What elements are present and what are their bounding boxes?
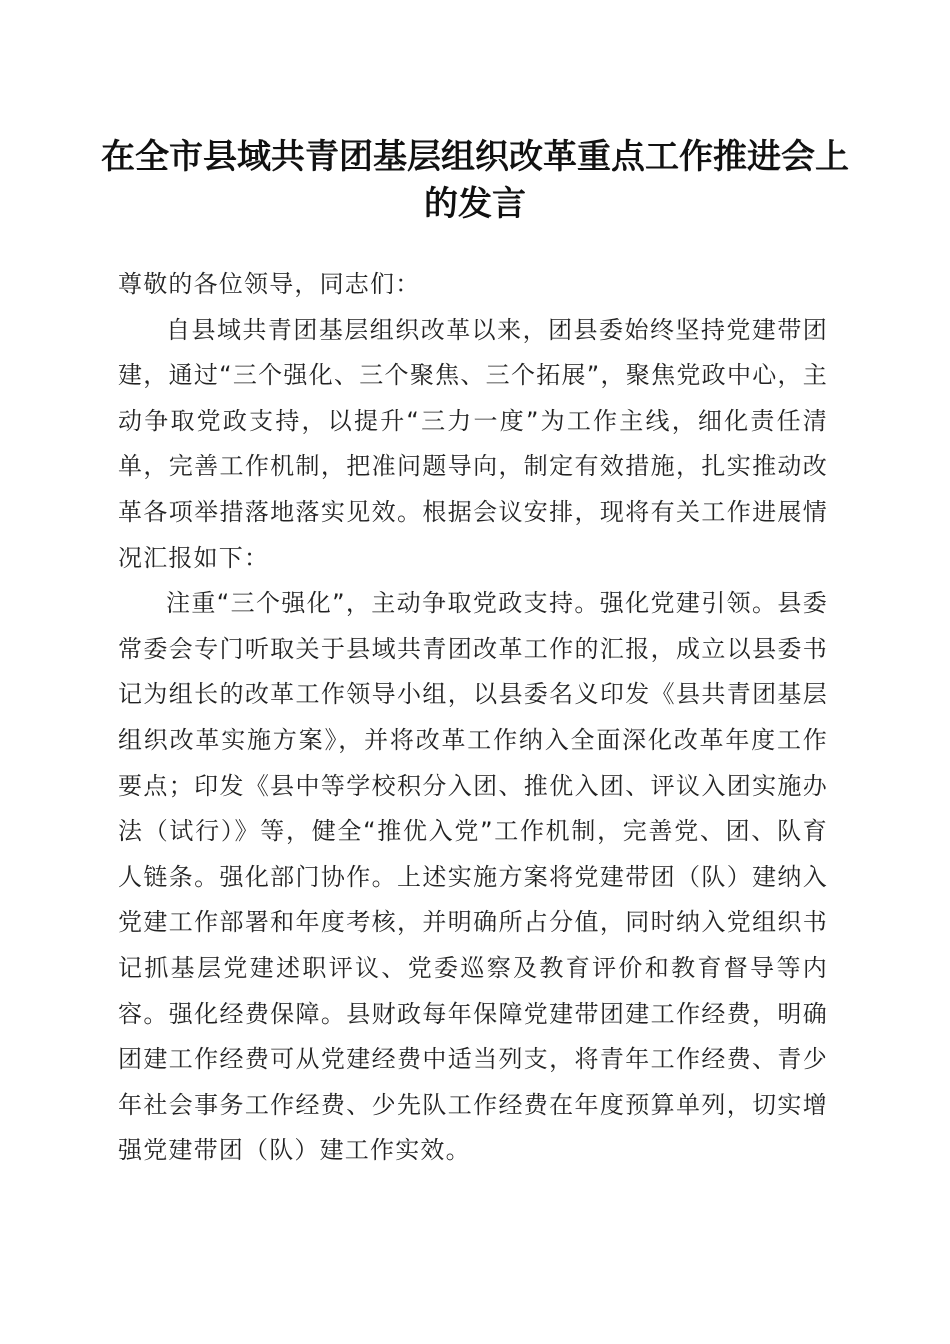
- paragraph-intro: 自县域共青团基层组织改革以来，团县委始终坚持党建带团建，通过“三个强化、三个聚焦、三个拓展”，聚焦党政中心，主动争取党政支持，以提升“三力一度”为工作主线，细化责任清单，完善工作机制，把准问题导向，制定有效措施，扎实推动改革各项举措落地落实见效。根据会议安排，现将有关工作进展情况汇报如下：: [118, 315, 828, 572]
- salutation: 尊敬的各位领导，同志们：: [118, 270, 421, 298]
- document-body: [118, 262, 828, 1174]
- document-title: 在全市县域共青团基层组织改革重点工作推进会上的发言: [101, 137, 849, 224]
- paragraph-three-strengthen: 注重“三个强化”，主动争取党政支持。强化党建引领。县委常委会专门听取关于县域共青团改革工作的汇报，成立以县委书记为组长的改革工作领导小组，以县委名义印发《县共青团基层组织改革实施方案》，并将改革工作纳入全面深化改革年度工作要点；印发《县中等学校积分入团、推优入团、评议入团实施办法（试行）》等，健全“推优入党”工作机制，完善党、团、队育人链条。强化部门协作。上述实施方案将党建带团（队）建纳入党建工作部署和年度考核，并明确所占分值，同时纳入党组织书记抓基层党建述职评议、党委巡察及教育评价和教育督导等内容。强化经费保障。县财政每年保障党建带团建工作经费，明确团建工作经费可从党建经费中适当列支，将青年工作经费、青少年社会事务工作经费、少先队工作经费在年度预算单列，切实增强党建带团（队）建工作实效。: [118, 589, 828, 1165]
